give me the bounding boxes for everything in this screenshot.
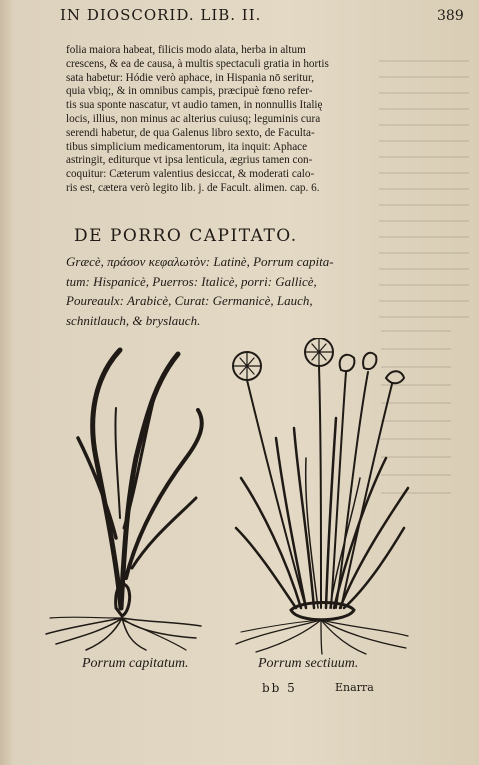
text-line: sata habetur: Hódie verò aphace, in Hispania nō seritur,	[66, 71, 315, 84]
text-line: crescens, & ea de causa, à multis spectaculi gratia in hortis	[66, 57, 329, 70]
text-line: tum: Hispanicè, Puerros: Italicè, porri: Gallicè,	[66, 273, 317, 289]
page-number: 389	[437, 8, 464, 24]
body-paragraph	[66, 44, 406, 196]
text-line: locis, illius, non minus ac alterius cuiusq; leguminis cura	[66, 112, 321, 125]
text-line: tibus simplicium medicamentorum, ita inquit: Aphace	[66, 140, 308, 153]
chive-plant-illustration	[233, 338, 408, 654]
text-line: folia maiora habeat, filicis modo alata, herba in altum	[66, 44, 306, 56]
caption-right: Porrum sectiuum.	[258, 656, 359, 671]
text-line: astringit, editurque vt ipsa lenticula, ægrius tamen con-	[66, 154, 313, 167]
woodcut-illustration	[36, 338, 456, 658]
synonyms-paragraph	[66, 252, 406, 330]
text-line: quia vbiq;, & in omnibus campis, præcipuè fœno refer-	[66, 85, 313, 98]
text-line: tis sua sponte nascatur, vt audio tamen, in nonnullis Italię	[66, 99, 323, 112]
text-line: Græcè, πράσον κεφαλωτὸν: Latinè, Porrum capita-	[66, 254, 334, 269]
signature-mark: bb 5	[262, 681, 297, 695]
text-line: coquitur: Cæterum valentius desiccat, & moderati calo-	[66, 168, 315, 181]
catchword: Enarra	[335, 681, 374, 694]
section-heading: DE PORRO CAPITATO.	[74, 226, 298, 246]
leek-plant-illustration	[46, 350, 202, 650]
running-title: IN DIOSCORID. LIB. II.	[60, 6, 262, 24]
text-line: ris est, cætera verò legito lib. j. de Facult. alimen. cap. 6.	[66, 181, 320, 194]
text-line: schnitlauch, & bryslauch.	[66, 312, 201, 328]
text-line: Poureaulx: Arabicè, Curat: Germanicè, Lauch,	[66, 293, 313, 308]
caption-left: Porrum capitatum.	[82, 656, 189, 671]
text-line: serendi habetur, de qua Galenus libro sexto, de Faculta-	[66, 126, 315, 139]
